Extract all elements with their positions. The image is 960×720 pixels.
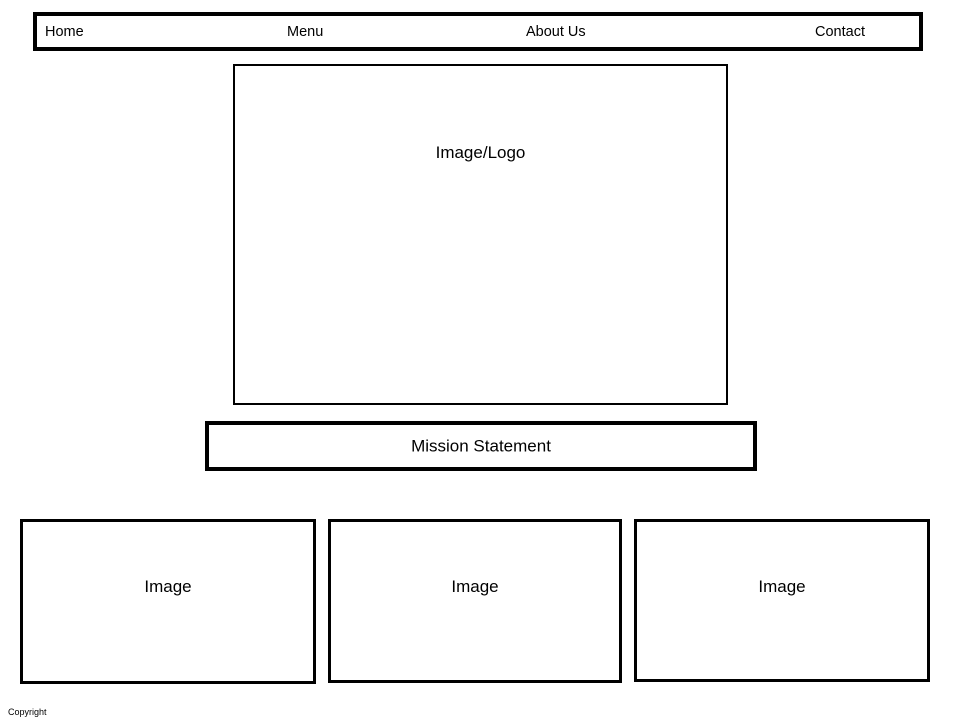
nav-item-home[interactable]: Home	[45, 23, 84, 40]
footer-copyright: Copyright	[8, 707, 47, 717]
nav-item-contact[interactable]: Contact	[815, 23, 865, 40]
nav-item-about-us[interactable]: About Us	[526, 23, 586, 40]
hero-image-label: Image/Logo	[435, 143, 526, 162]
nav-item-menu[interactable]: Menu	[287, 23, 324, 40]
image-card	[20, 519, 316, 684]
image-card	[328, 519, 622, 683]
image-card-label: Image	[758, 577, 806, 596]
mission-statement-banner	[205, 421, 757, 471]
navigation-bar	[33, 12, 923, 51]
mission-statement-label: Mission Statement	[411, 436, 551, 456]
image-card-label: Image	[451, 577, 499, 596]
hero-image-placeholder	[233, 64, 728, 405]
image-card-label: Image	[144, 577, 192, 596]
image-card	[634, 519, 930, 682]
